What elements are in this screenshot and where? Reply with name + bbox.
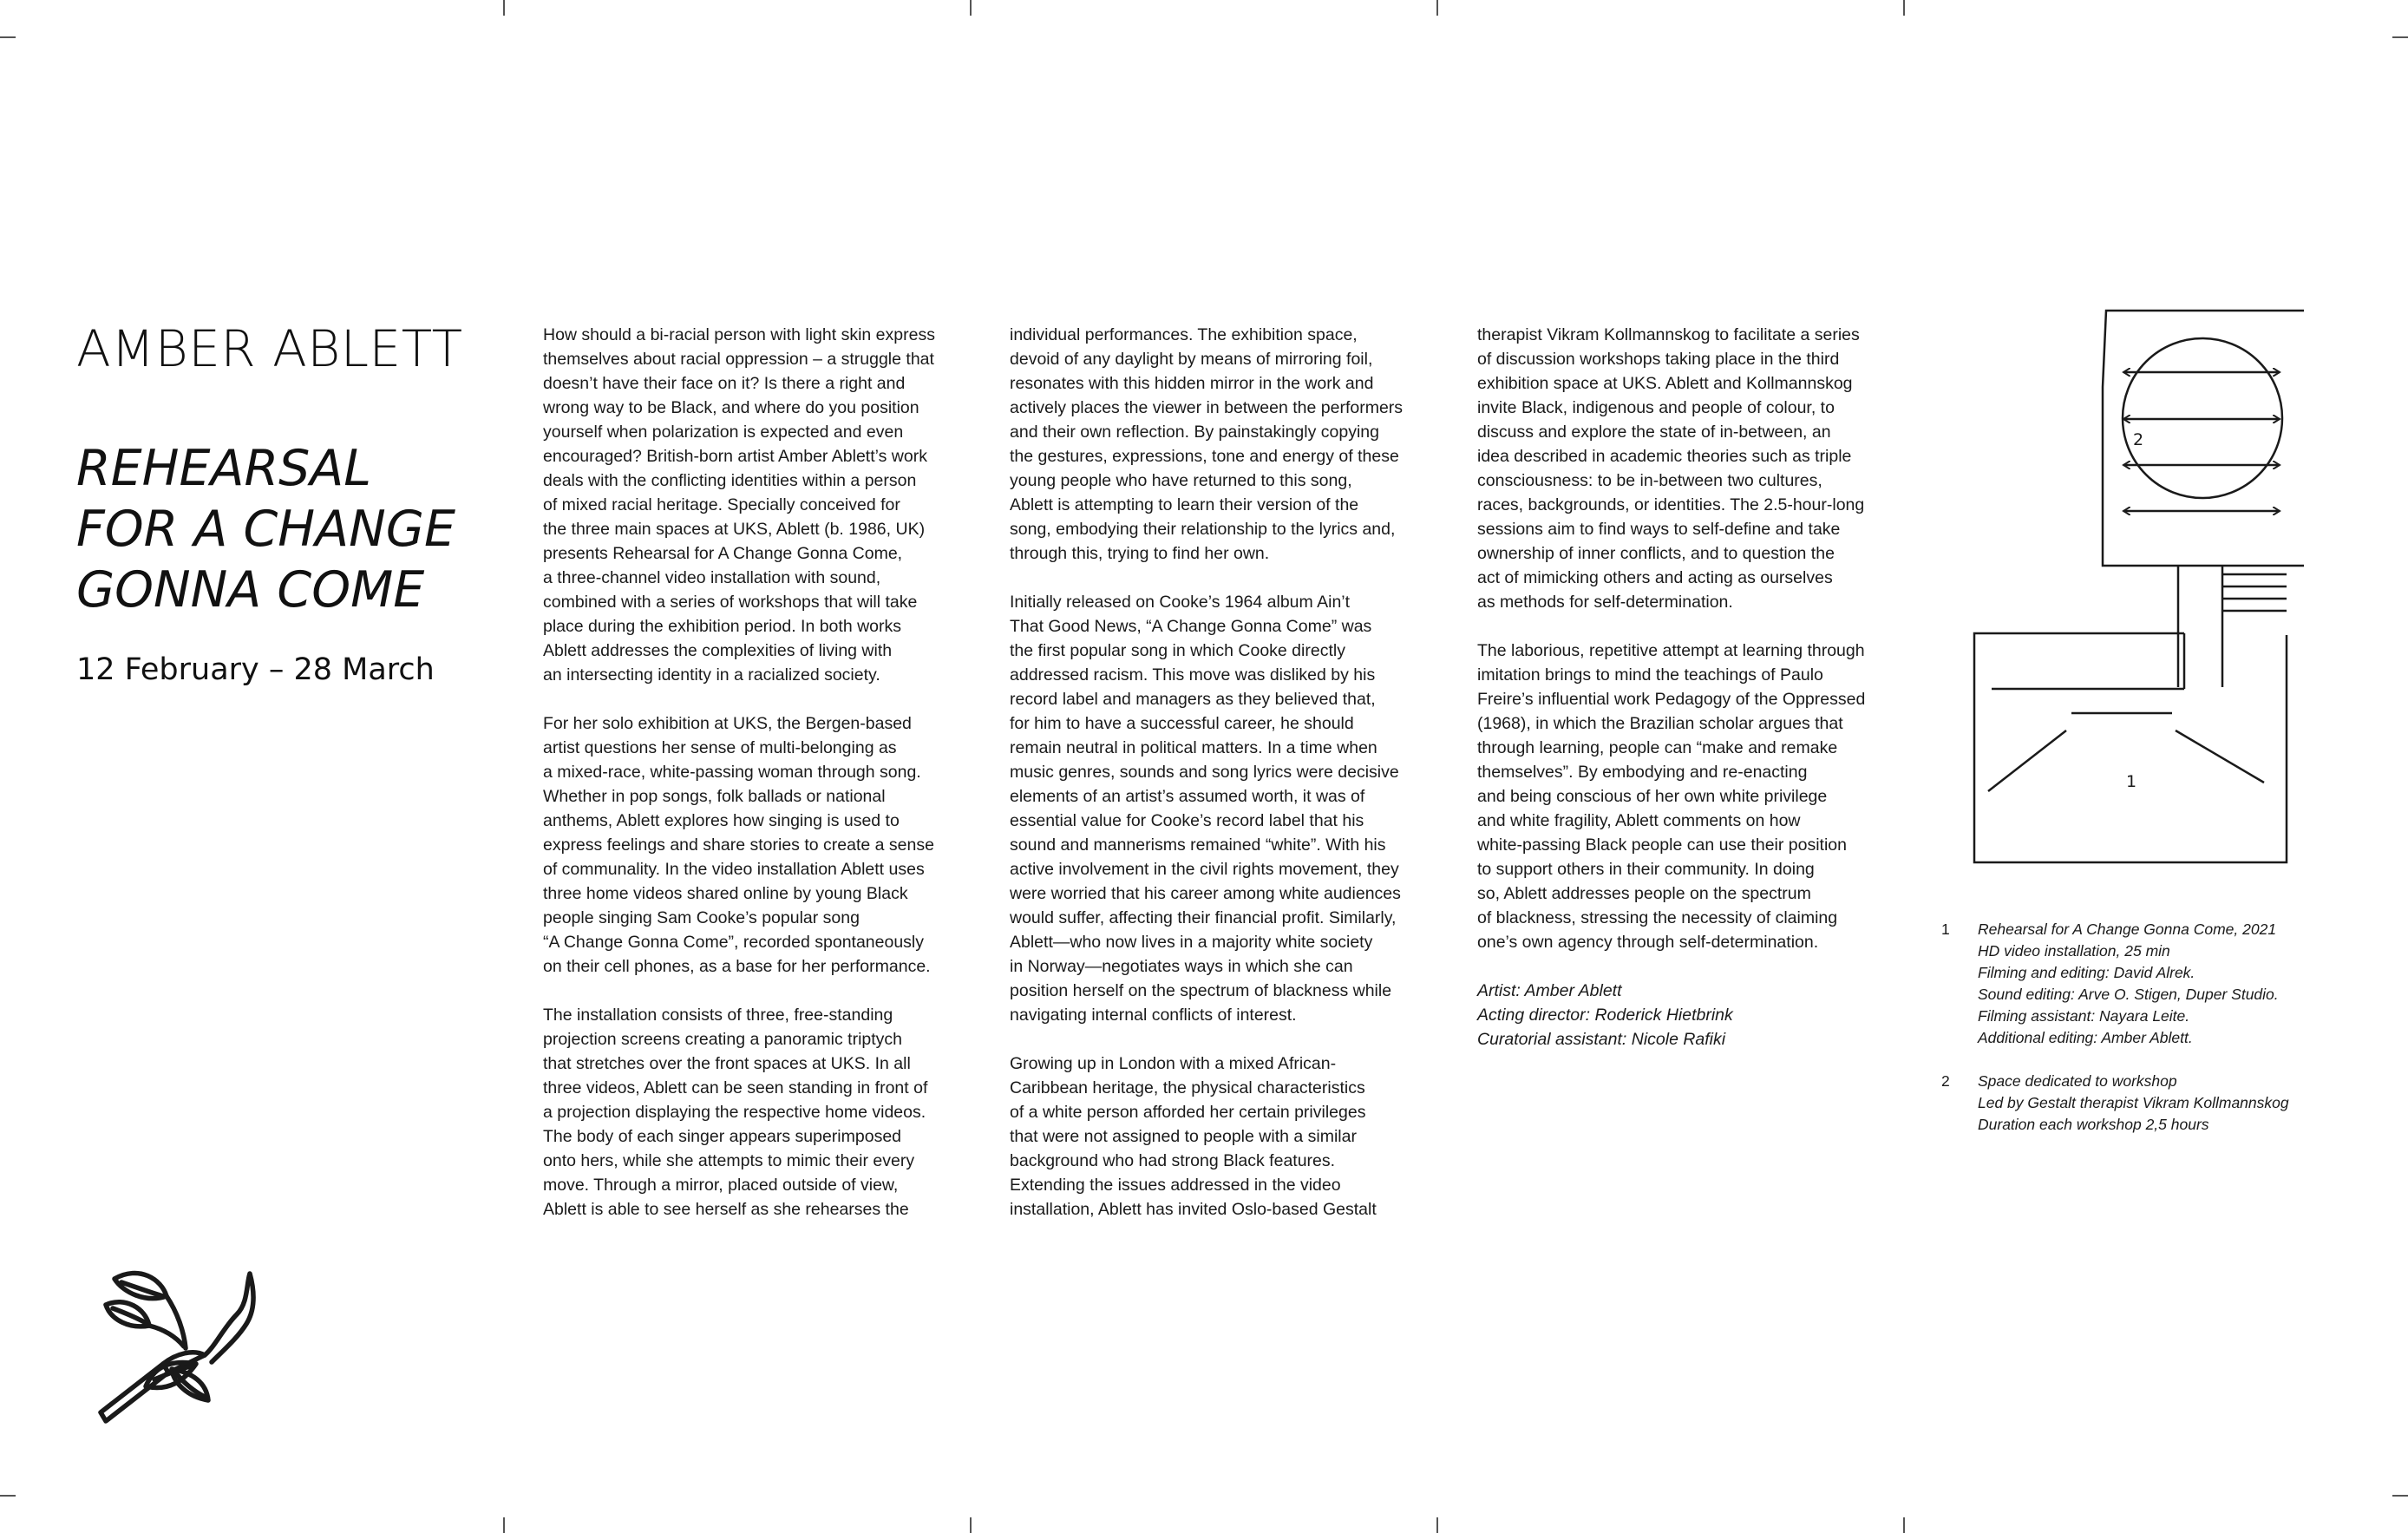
crop-mark xyxy=(1903,1517,1905,1533)
text-column-2 xyxy=(1010,323,1495,1246)
body-line: “A Change Gonna Come”, recorded spontaneously xyxy=(543,933,925,952)
legend-number: 2 xyxy=(1941,1072,1950,1090)
credit-line: Artist: Amber Ablett xyxy=(1477,981,1622,1000)
body-line: navigating internal conflicts of interest. xyxy=(1010,1006,1297,1025)
body-line: in Norway—negotiates ways in which she can xyxy=(1010,957,1353,976)
body-line: consciousness: to be in-between two cultures, xyxy=(1477,471,1822,490)
body-line: move. Through a mirror, placed outside of view, xyxy=(543,1176,899,1195)
body-line: of a white person afforded her certain privileges xyxy=(1010,1103,1366,1122)
work-title-line: REHEARSAL xyxy=(76,440,372,497)
body-line: music genres, sounds and song lyrics were decisive xyxy=(1010,763,1399,782)
body-line: people singing Sam Cooke’s popular song xyxy=(543,908,860,927)
body-line: exhibition space at UKS. Ablett and Kollmannskog xyxy=(1477,374,1853,393)
crop-mark xyxy=(503,1517,505,1533)
crop-mark xyxy=(970,1517,972,1533)
plan-label-2: 2 xyxy=(2133,430,2144,449)
plan-label-1: 1 xyxy=(2126,772,2137,791)
body-line: song, embodying their relationship to the lyrics and, xyxy=(1010,520,1396,539)
body-line: Extending the issues addressed in the video xyxy=(1010,1176,1341,1195)
body-line: for him to have a successful career, he should xyxy=(1010,714,1354,733)
crop-mark xyxy=(503,0,505,16)
body-paragraph xyxy=(543,711,1029,979)
body-line: would suffer, affecting their financial profit. Similarly, xyxy=(1010,908,1397,927)
body-line: an intersecting identity in a racialized society. xyxy=(543,665,880,685)
body-paragraph xyxy=(1477,639,1963,954)
body-line: express feelings and share stories to create a sense xyxy=(543,835,934,855)
body-line: individual performances. The exhibition space, xyxy=(1010,325,1358,344)
body-line: that stretches over the front spaces at UKS. In all xyxy=(543,1054,911,1073)
crop-mark xyxy=(2392,36,2408,38)
legend-line: HD video installation, 25 min xyxy=(1978,942,2170,960)
body-line: deals with the conflicting identities within a person xyxy=(543,471,917,490)
legend-line: Sound editing: Arve O. Stigen, Duper Studio. xyxy=(1978,986,2279,1003)
body-line: yourself when polarization is expected and even xyxy=(543,423,904,442)
body-line: place during the exhibition period. In both works xyxy=(543,617,902,636)
body-line: a projection displaying the respective home videos. xyxy=(543,1103,926,1122)
body-line: and white fragility, Ablett comments on how xyxy=(1477,811,1801,830)
text-column-1 xyxy=(543,323,1029,1246)
crop-mark xyxy=(1436,1517,1438,1533)
legend-item-2 xyxy=(1941,1071,2392,1136)
body-line: sessions aim to find ways to self-define and take xyxy=(1477,520,1841,539)
body-paragraph xyxy=(1010,323,1495,566)
body-line: (1968), in which the Brazilian scholar argues that xyxy=(1477,714,1843,733)
body-line: and being conscious of her own white privilege xyxy=(1477,787,1828,806)
body-line: the three main spaces at UKS, Ablett (b. 1986, UK) xyxy=(543,520,926,539)
work-title-line: GONNA COME xyxy=(76,561,425,619)
text-column-3 xyxy=(1477,323,1963,1051)
body-line: Ablett addresses the complexities of living with xyxy=(543,641,893,660)
crop-mark xyxy=(1903,0,1905,16)
body-line: Initially released on Cooke’s 1964 album Ain’t xyxy=(1010,593,1351,612)
credit-line: Acting director: Roderick Hietbrink xyxy=(1477,1006,1733,1025)
body-line: as methods for self-determination. xyxy=(1477,593,1733,612)
body-line: ownership of inner conflicts, and to question the xyxy=(1477,544,1835,563)
body-line: of discussion workshops taking place in the third xyxy=(1477,350,1840,369)
body-line: young people who have returned to this song, xyxy=(1010,471,1352,490)
body-line: races, backgrounds, or identities. The 2.5-hour-long xyxy=(1477,495,1865,514)
legend-line: Filming assistant: Nayara Leite. xyxy=(1978,1007,2190,1025)
body-line: invite Black, indigenous and people of colour, to xyxy=(1477,398,1835,417)
body-paragraph xyxy=(1477,323,1963,614)
body-line: active involvement in the civil rights movement, they xyxy=(1010,860,1399,879)
body-line: three home videos shared online by young Black xyxy=(543,884,908,903)
body-paragraph xyxy=(1010,590,1495,1027)
body-line: The body of each singer appears superimposed xyxy=(543,1127,902,1146)
floor-plan xyxy=(1940,305,2304,878)
body-line: The installation consists of three, free-standing xyxy=(543,1006,893,1025)
body-line: the gestures, expressions, tone and energy of these xyxy=(1010,447,1399,466)
body-line: a mixed-race, white-passing woman through song. xyxy=(543,763,921,782)
video-room xyxy=(1974,633,2287,862)
body-line: that were not assigned to people with a similar xyxy=(1010,1127,1357,1146)
body-line: The laborious, repetitive attempt at learning through xyxy=(1477,641,1865,660)
artist-name: AMBER ABLETT xyxy=(76,319,463,378)
body-line: white-passing Black people can use their position xyxy=(1477,835,1848,855)
crop-mark xyxy=(2392,1495,2408,1497)
crop-mark xyxy=(0,1495,16,1497)
body-line: therapist Vikram Kollmannskog to facilitate a series xyxy=(1477,325,1860,344)
body-line: of blackness, stressing the necessity of claiming xyxy=(1477,908,1838,927)
body-line: Ablett is attempting to learn their version of the xyxy=(1010,495,1359,514)
legend-line: Rehearsal for A Change Gonna Come, 2021 xyxy=(1978,920,2277,938)
body-paragraph xyxy=(1010,1051,1495,1222)
body-line: and their own reflection. By painstakingly copying xyxy=(1010,423,1379,442)
body-line: through this, trying to find her own. xyxy=(1010,544,1270,563)
body-line: presents Rehearsal for A Change Gonna Come, xyxy=(543,544,903,563)
body-line: on their cell phones, as a base for her performance. xyxy=(543,957,931,976)
legend-line: Duration each workshop 2,5 hours xyxy=(1978,1116,2209,1133)
body-paragraph xyxy=(543,323,1029,687)
body-line: doesn’t have their face on it? Is there a right and xyxy=(543,374,906,393)
body-line: idea described in academic theories such as triple xyxy=(1477,447,1852,466)
body-line: Ablett—who now lives in a majority white society xyxy=(1010,933,1373,952)
body-line: of mixed racial heritage. Specially conceived for xyxy=(543,495,900,514)
body-line: act of mimicking others and acting as ourselves xyxy=(1477,568,1833,587)
body-line: Caribbean heritage, the physical characteristics xyxy=(1010,1078,1365,1097)
work-title-line: FOR A CHANGE xyxy=(76,501,455,558)
body-line: sound and mannerisms remained “white”. With his xyxy=(1010,835,1386,855)
body-line: anthems, Ablett explores how singing is used to xyxy=(543,811,900,830)
body-line: Growing up in London with a mixed African- xyxy=(1010,1054,1337,1073)
body-line: artist questions her sense of multi-belonging as xyxy=(543,738,897,757)
body-line: to support others in their community. In doing xyxy=(1477,860,1815,879)
work-title xyxy=(76,438,455,620)
plan-legend xyxy=(1941,919,2392,1157)
body-line: essential value for Cooke’s record label that his xyxy=(1010,811,1364,830)
body-line: so, Ablett addresses people on the spectrum xyxy=(1477,884,1811,903)
body-line: were worried that his career among white audiences xyxy=(1010,884,1401,903)
corridor-stairs xyxy=(2178,566,2287,687)
body-line: wrong way to be Black, and where do you position xyxy=(543,398,919,417)
legend-line: Filming and editing: David Alrek. xyxy=(1978,964,2195,981)
body-line: position herself on the spectrum of blackness while xyxy=(1010,981,1392,1000)
legend-line: Space dedicated to workshop xyxy=(1978,1072,2177,1090)
crop-mark xyxy=(1436,0,1438,16)
body-line: of communality. In the video installation Ablett uses xyxy=(543,860,925,879)
legend-number: 1 xyxy=(1941,920,1950,938)
body-line: projection screens creating a panoramic triptych xyxy=(543,1030,903,1049)
body-line: devoid of any daylight by means of mirroring foil, xyxy=(1010,350,1373,369)
body-line: installation, Ablett has invited Oslo-based Gestalt xyxy=(1010,1200,1377,1219)
body-line: onto hers, while she attempts to mimic their every xyxy=(543,1151,915,1170)
credit-line: Curatorial assistant: Nicole Rafiki xyxy=(1477,1030,1726,1049)
body-line: a three-channel video installation with sound, xyxy=(543,568,881,587)
body-line: remain neutral in political matters. In a time when xyxy=(1010,738,1377,757)
plant-logo xyxy=(94,1267,267,1449)
legend-line: Led by Gestalt therapist Vikram Kollmannskog xyxy=(1978,1094,2289,1111)
crop-mark xyxy=(970,0,972,16)
body-line: Freire’s influential work Pedagogy of the Oppressed xyxy=(1477,690,1866,709)
body-line: encouraged? British-born artist Amber Ablett’s work xyxy=(543,447,927,466)
body-line: through learning, people can “make and remake xyxy=(1477,738,1838,757)
body-line: How should a bi-racial person with light skin express xyxy=(543,325,935,344)
body-line: elements of an artist’s assumed worth, it was of xyxy=(1010,787,1365,806)
body-line: combined with a series of workshops that will take xyxy=(543,593,918,612)
body-line: For her solo exhibition at UKS, the Bergen-based xyxy=(543,714,912,733)
body-paragraph xyxy=(543,1003,1029,1222)
body-line: themselves”. By embodying and re-enacting xyxy=(1477,763,1808,782)
body-line: record label and managers as they believed that, xyxy=(1010,690,1376,709)
body-line: imitation brings to mind the teachings of Paulo xyxy=(1477,665,1823,685)
body-line: discuss and explore the state of in-between, an xyxy=(1477,423,1831,442)
body-line: the first popular song in which Cooke directly xyxy=(1010,641,1345,660)
body-line: three videos, Ablett can be seen standing in front of xyxy=(543,1078,928,1097)
body-line: addressed racism. This move was disliked by his xyxy=(1010,665,1376,685)
body-line: themselves about racial oppression – a struggle that xyxy=(543,350,934,369)
exhibition-dates: 12 February – 28 March xyxy=(76,652,435,687)
legend-item-1 xyxy=(1941,919,2392,1049)
crop-mark xyxy=(0,36,16,38)
body-line: That Good News, “A Change Gonna Come” was xyxy=(1010,617,1372,636)
body-line: Ablett is able to see herself as she rehearses the xyxy=(543,1200,909,1219)
body-line: Whether in pop songs, folk ballads or national xyxy=(543,787,886,806)
credits xyxy=(1477,979,1963,1051)
body-line: resonates with this hidden mirror in the work and xyxy=(1010,374,1374,393)
body-line: one’s own agency through self-determination. xyxy=(1477,933,1819,952)
legend-line: Additional editing: Amber Ablett. xyxy=(1978,1029,2193,1046)
body-line: actively places the viewer in between the performers xyxy=(1010,398,1404,417)
body-line: background who had strong Black features. xyxy=(1010,1151,1336,1170)
